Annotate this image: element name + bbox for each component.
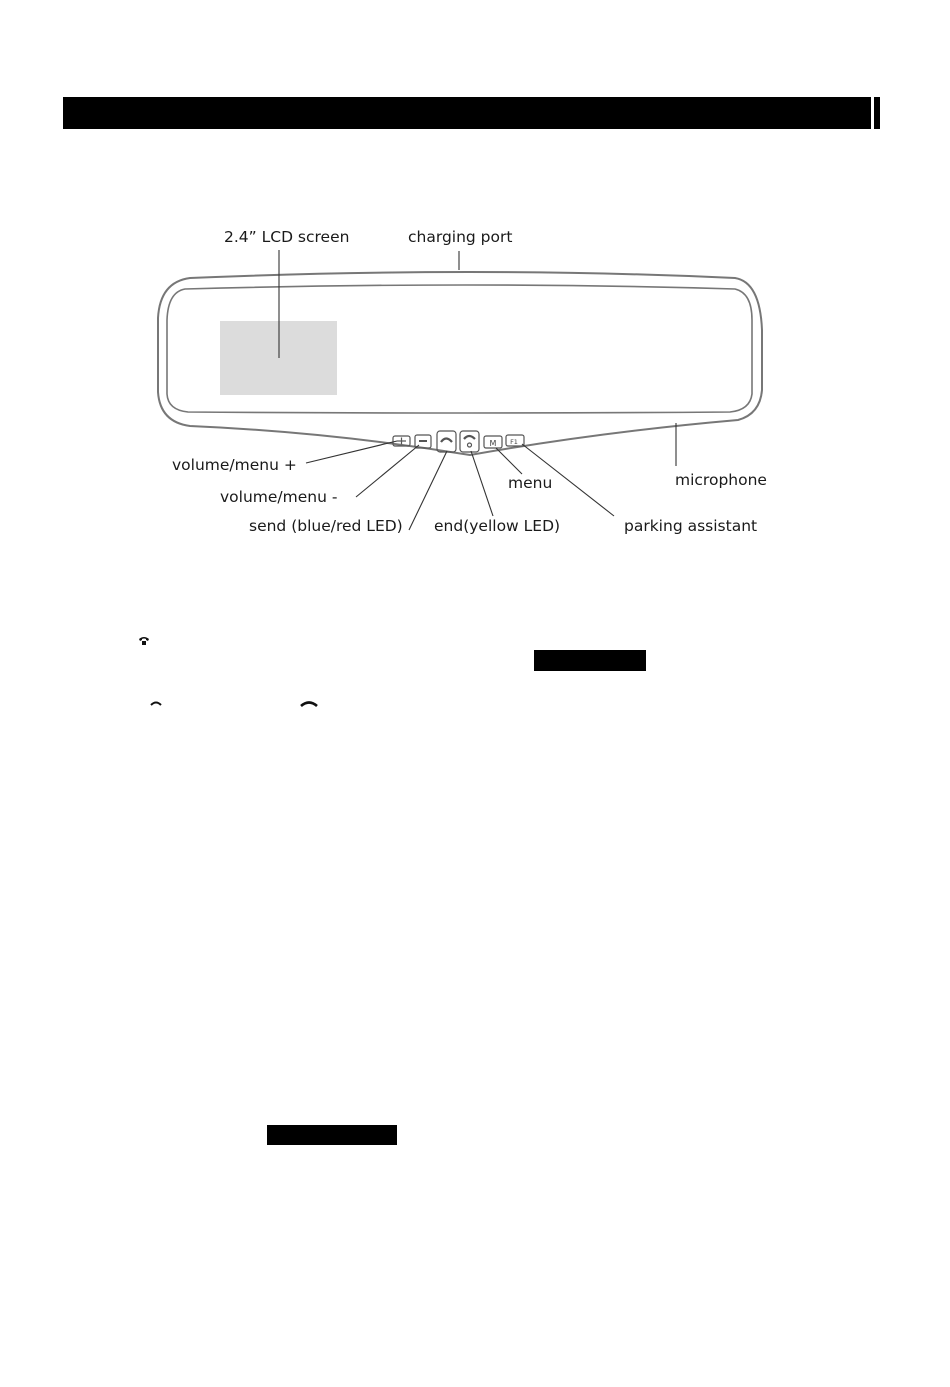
phone-icon xyxy=(138,636,150,646)
leader-volume-minus xyxy=(356,445,419,497)
redaction-block xyxy=(267,1125,397,1145)
leader-menu xyxy=(496,448,522,474)
end-button xyxy=(460,431,479,452)
end-label: end(yellow LED) xyxy=(434,517,561,535)
send-call-icon xyxy=(150,700,162,706)
microphone-label: microphone xyxy=(675,471,767,489)
lcd-screen-label: 2.4” LCD screen xyxy=(224,228,350,246)
leader-end xyxy=(471,451,493,516)
end-call-icon xyxy=(300,700,318,708)
menu-label: menu xyxy=(508,474,553,492)
volume-plus-label: volume/menu + xyxy=(172,456,297,474)
menu-button-label: M xyxy=(489,439,497,448)
parking-button-label: F1 xyxy=(510,438,518,446)
volume-minus-label: volume/menu - xyxy=(220,488,338,506)
leader-volume-plus xyxy=(306,441,397,463)
send-label: send (blue/red LED) xyxy=(249,517,403,535)
parking-assistant-label: parking assistant xyxy=(624,517,758,535)
redaction-block xyxy=(534,650,646,671)
send-button xyxy=(437,431,456,452)
charging-port-label: charging port xyxy=(408,228,513,246)
